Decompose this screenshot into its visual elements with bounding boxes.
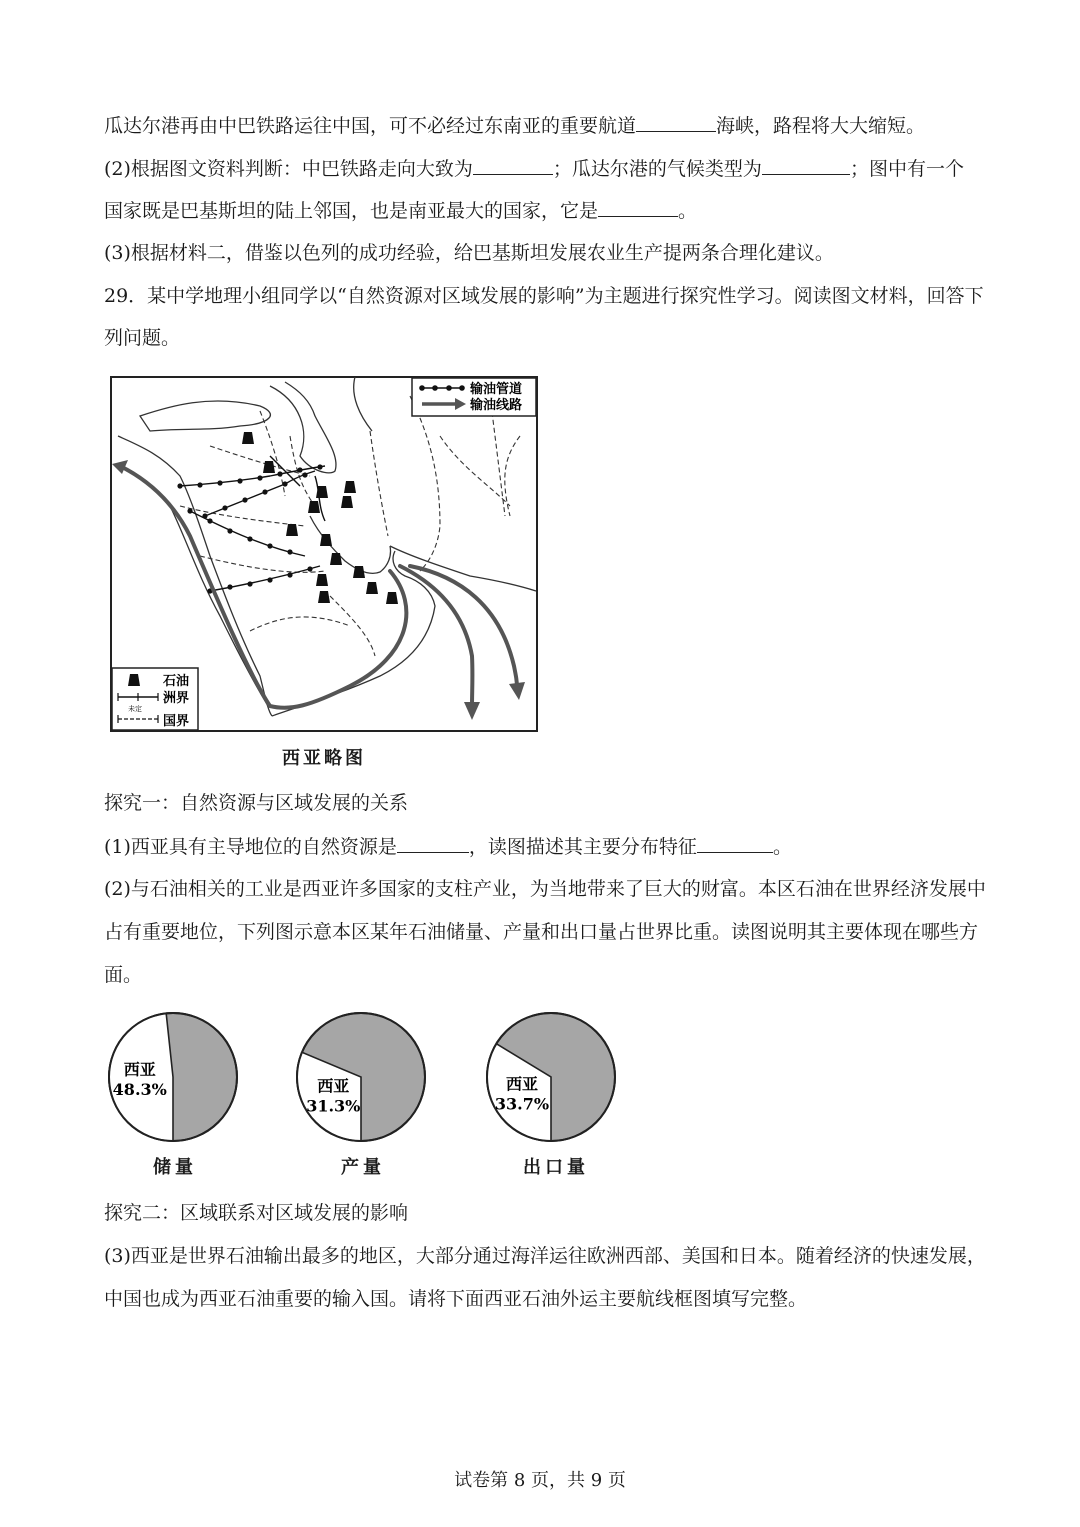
pie-region-label: 西亚 — [123, 1059, 156, 1079]
legend-undetermined-label: 未定 — [128, 705, 142, 713]
blank-distribution-feature[interactable] — [697, 834, 773, 853]
blank-country[interactable] — [598, 198, 678, 217]
legend-continent-border-label: 洲界 — [163, 691, 190, 706]
inquiry-1-q2-line3: 面。 — [104, 964, 143, 986]
question-29-line1: 29．某中学地理小组同学以“自然资源对区域发展的影响”为主题进行探究性学习。阅读图文材料，回答下 — [104, 285, 984, 307]
map-caption: 西亚略图 — [282, 748, 366, 769]
question-2-line2 — [104, 198, 697, 223]
pie-reserves — [106, 1010, 240, 1144]
pie-reserves-label: 储量 — [153, 1157, 197, 1178]
text-q2-c: ；图中有一个 — [849, 158, 964, 180]
text-inquiry1-q1-b: ，读图描述其主要分布特征 — [468, 836, 697, 858]
oil-icon — [128, 674, 140, 686]
pie-production — [294, 1010, 428, 1144]
inquiry-1-title: 探究一：自然资源与区域发展的关系 — [104, 792, 409, 814]
paragraph-strait — [104, 113, 925, 138]
pie-region-label: 西亚 — [317, 1076, 350, 1096]
inquiry-1-q2-line1: (2)与石油相关的工业是西亚许多国家的支柱产业，为当地带来了巨大的财富。本区石油在世界经济发展中 — [104, 878, 986, 900]
text-strait: 瓜达尔港再由中巴铁路运往中国，可不必经过东南亚的重要航道 — [104, 115, 637, 137]
question-3: (3)根据材料二，借鉴以色列的成功经验，给巴基斯坦发展农业生产提两条合理化建议。 — [104, 242, 834, 264]
legend-route-label: 输油线路 — [470, 398, 523, 413]
text-q2-line2: 国家既是巴基斯坦的陆上邻国，也是南亚最大的国家，它是 — [104, 200, 599, 222]
pie-percent-label: 33.7% — [494, 1094, 550, 1114]
legend-country-border-label: 国界 — [163, 714, 190, 729]
inquiry-1-q2-line2: 占有重要地位，下列图示意本区某年石油储量、产量和出口量占世界比重。读图说明其主要体现在哪些方 — [104, 921, 979, 943]
legend-oil-label: 石油 — [163, 674, 190, 689]
west-asia-map-svg — [110, 376, 538, 732]
text-q2-a: (2)根据图文资料判断：中巴铁路走向大致为 — [104, 158, 473, 180]
inquiry-2-q3-line1: (3)西亚是世界石油输出最多的地区，大部分通过海洋运往欧洲西部、美国和日本。随着经济的快速发展， — [104, 1245, 986, 1267]
pie-exports — [484, 1010, 618, 1144]
text-inquiry1-q1-end: 。 — [772, 836, 792, 858]
text-strait-tail: 海峡，路程将大大缩短。 — [716, 115, 926, 137]
page-footer: 试卷第 8 页，共 9 页 — [454, 1470, 626, 1491]
text-q2-end: 。 — [678, 200, 698, 222]
pie-region-label: 西亚 — [505, 1074, 538, 1094]
pie-production-label: 产量 — [341, 1157, 385, 1178]
pie-percent-label: 31.3% — [306, 1096, 361, 1116]
inquiry-2-q3-line2: 中国也成为西亚石油重要的输入国。请将下面西亚石油外运主要航线框图填写完整。 — [104, 1288, 808, 1310]
blank-strait[interactable] — [636, 113, 716, 132]
question-29-line2: 列问题。 — [104, 327, 181, 349]
blank-railway-direction[interactable] — [473, 156, 553, 175]
pie-percent-label: 48.3% — [112, 1079, 167, 1099]
inquiry-1-q1 — [104, 834, 792, 859]
inquiry-2-title: 探究二：区域联系对区域发展的影响 — [104, 1202, 409, 1224]
pie-exports-label: 出口量 — [523, 1157, 589, 1178]
text-q2-b: ；瓜达尔港的气候类型为 — [552, 158, 762, 180]
legend-pipeline-label: 输油管道 — [470, 382, 523, 397]
blank-climate-type[interactable] — [762, 156, 850, 175]
blank-dominant-resource[interactable] — [397, 834, 469, 853]
text-inquiry1-q1-a: (1)西亚具有主导地位的自然资源是 — [104, 836, 397, 858]
question-2 — [104, 156, 964, 181]
west-asia-map — [110, 376, 538, 732]
